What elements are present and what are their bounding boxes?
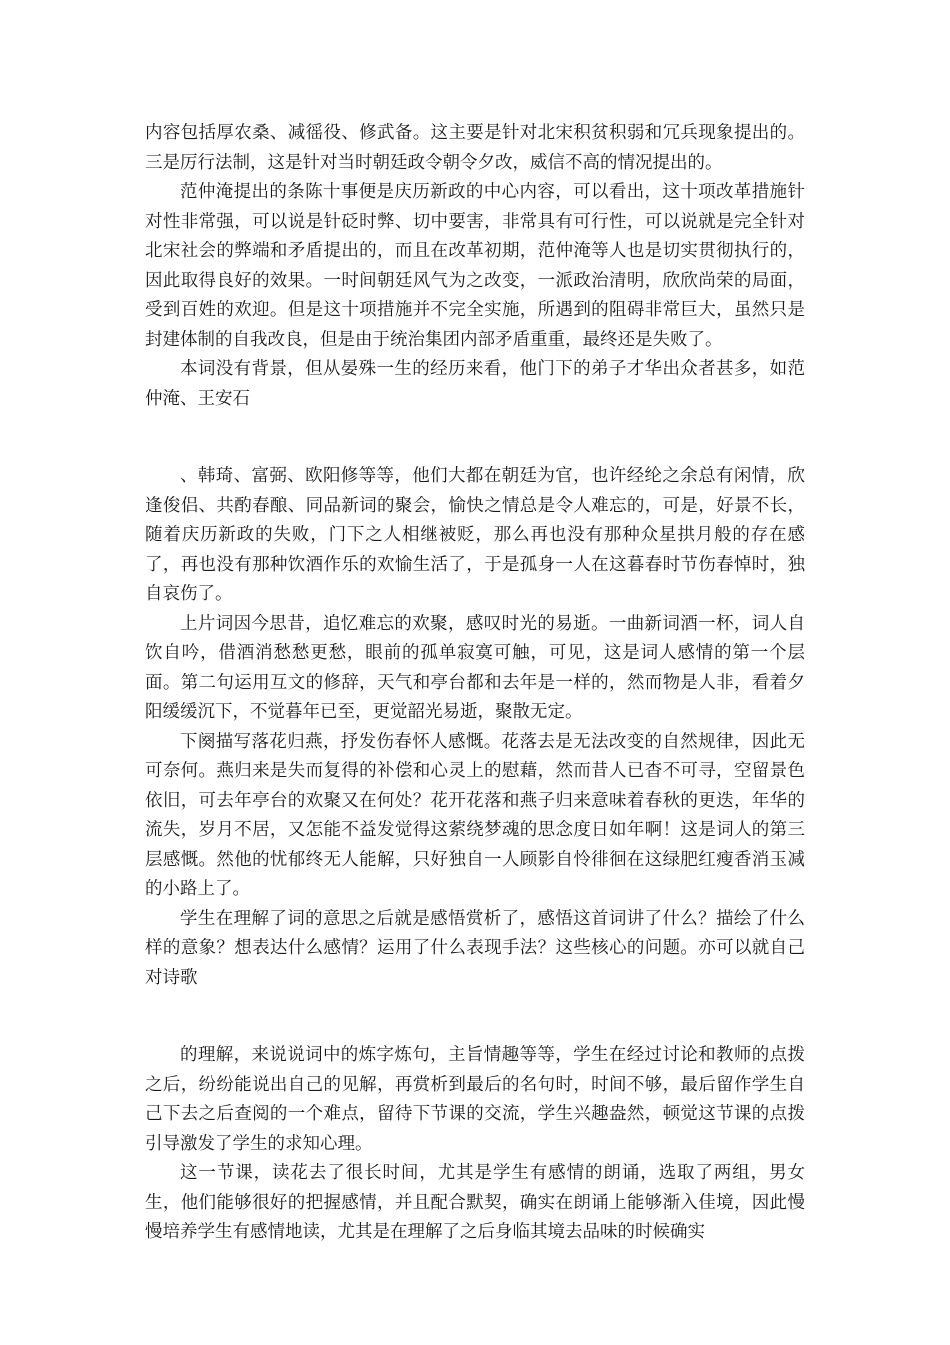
paragraph-gap bbox=[145, 993, 805, 1041]
paragraph: 下阕描写落花归燕，抒发伤春怀人感慨。花落去是无法改变的自然规律，因此无可奈何。燕归来是失而复得的补偿和心灵上的慰藉，然而昔人已杳不可寻，空留景色依旧，可去年亭台的欢聚又在何处？花开花落和燕子归来意味着春秋的更迭，年华的流失，岁月不居，又怎能不益发觉得这萦绕梦魂的思念度日如年啊！这是词人的第三层感慨。然他的忧郁终无人能解，只好独自一人顾影自怜徘徊在这绿肥红瘦香消玉减的小路上了。 bbox=[145, 731, 805, 899]
paragraph: 上片词因今思昔，追忆难忘的欢聚，感叹时光的易逝。一曲新词酒一杯，词人自饮自吟，借酒消愁愁更愁，眼前的孤单寂寞可触，可见，这是词人感情的第一个层面。第二句运用互文的修辞，天气和亭台都和去年是一样的，然而物是人非，看着夕阳缓缓沉下，不觉暮年已至，更觉韶光易逝，聚散无定。 bbox=[145, 613, 805, 722]
paragraph: 的理解，来说说词中的炼字炼句，主旨情趣等等，学生在经过讨论和教师的点拨之后，纷纷能说出自己的见解，再赏析到最后的名句时，时间不够，最后留作学生自己下去之后查阅的一个难点，留待下节课的交流，学生兴趣盎然，顿觉这节课的点拨引导激发了学生的求知心理。 bbox=[145, 1045, 805, 1154]
paragraph: 这一节课，读花去了很长时间，尤其是学生有感情的朗诵，选取了两组，男女生，他们能够很好的把握感情，并且配合默契，确实在朗诵上能够渐入佳境，因此慢慢培养学生有感情地读，尤其是在理解了之后身临其境去品味的时候确实 bbox=[145, 1163, 805, 1242]
paragraph: 范仲淹提出的条陈十事便是庆历新政的中心内容，可以看出，这十项改革措施针对性非常强，可以说是针砭时弊、切中要害，非常具有可行性，可以说就是完全针对北宋社会的弊端和矛盾提出的，而且在改革初期，范仲淹等人也是切实贯彻执行的，因此取得良好的效果。一时间朝廷风气为之改变，一派政治清明，欣欣尚荣的局面，受到百姓的欢迎。但是这十项措施并不完全实施，所遇到的阻碍非常巨大，虽然只是封建体制的自我改良，但是由于统治集团内部矛盾重重，最终还是失败了。 bbox=[145, 182, 805, 350]
paragraph: 学生在理解了词的意思之后就是感悟赏析了，感悟这首词讲了什么？描绘了什么样的意象？想表达什么感情？运用了什么表现手法？这些核心的问题。亦可以就自己对诗歌 bbox=[145, 908, 805, 988]
document-body bbox=[145, 119, 805, 1248]
paragraph: 本词没有背景，但从晏殊一生的经历来看，他门下的弟子才华出众者甚多，如范仲淹、王安石 bbox=[145, 359, 805, 409]
paragraph-gap bbox=[145, 414, 805, 462]
paragraph-continuation: 内容包括厚农桑、减徭役、修武备。这主要是针对北宋积贫积弱和冗兵现象提出的。三是厉行法制，这是针对当时朝廷政令朝令夕改，威信不高的情况提出的。 bbox=[145, 123, 805, 173]
paragraph: 、韩琦、富弼、欧阳修等等，他们大都在朝廷为官，也许经纶之余总有闲情，欣逢俊侣、共酌春酿、同品新词的聚会，愉快之情总是令人难忘的，可是，好景不长，随着庆历新政的失败，门下之人相继被贬，那么再也没有那种众星拱月般的存在感了，再也没有那种饮酒作乐的欢愉生活了，于是孤身一人在这暮春时节伤春悼时，独自哀伤了。 bbox=[145, 466, 805, 604]
